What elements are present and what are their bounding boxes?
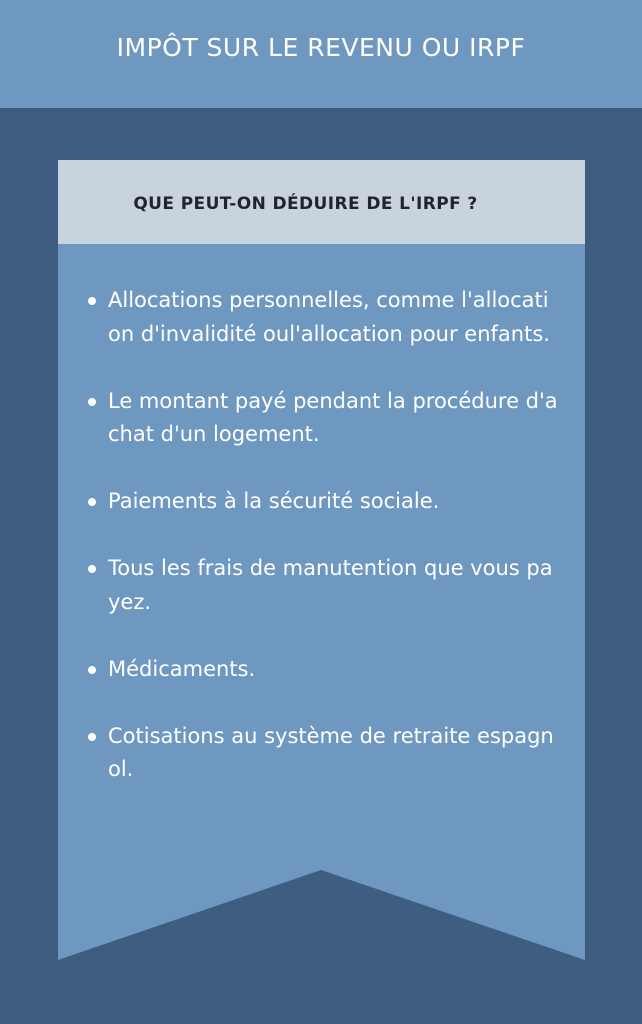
bullet-icon xyxy=(88,733,96,741)
list-item-text: Tous les frais de manutention que vous payez. xyxy=(108,556,553,614)
list-item xyxy=(88,552,558,619)
bullet-icon xyxy=(88,297,96,305)
ribbon-heading: QUE PEUT-ON DÉDUIRE DE L'IRPF ? xyxy=(133,194,478,214)
list-item-text: Allocations personnelles, comme l'allocation d'invalidité oul'allocation pour enfants. xyxy=(108,288,550,346)
top-banner xyxy=(0,0,642,108)
bullet-icon xyxy=(88,666,96,674)
list-item xyxy=(88,720,558,787)
bullet-icon xyxy=(88,498,96,506)
bullet-icon xyxy=(88,565,96,573)
ribbon-header xyxy=(58,160,585,244)
list-item xyxy=(88,485,558,519)
list-item xyxy=(88,385,558,452)
list-item-text: Cotisations au système de retraite espagnol. xyxy=(108,723,554,781)
bullet-icon xyxy=(88,398,96,406)
deductions-ribbon xyxy=(58,160,585,960)
list-item xyxy=(88,284,558,351)
deduction-list xyxy=(88,284,558,820)
list-item-text: Médicaments. xyxy=(108,656,256,681)
page-title: IMPÔT SUR LE REVENU OU IRPF xyxy=(116,32,526,62)
list-item-text: Le montant payé pendant la procédure d'achat d'un logement. xyxy=(108,388,558,446)
list-item-text: Paiements à la sécurité sociale. xyxy=(108,489,440,513)
list-item xyxy=(88,653,558,687)
